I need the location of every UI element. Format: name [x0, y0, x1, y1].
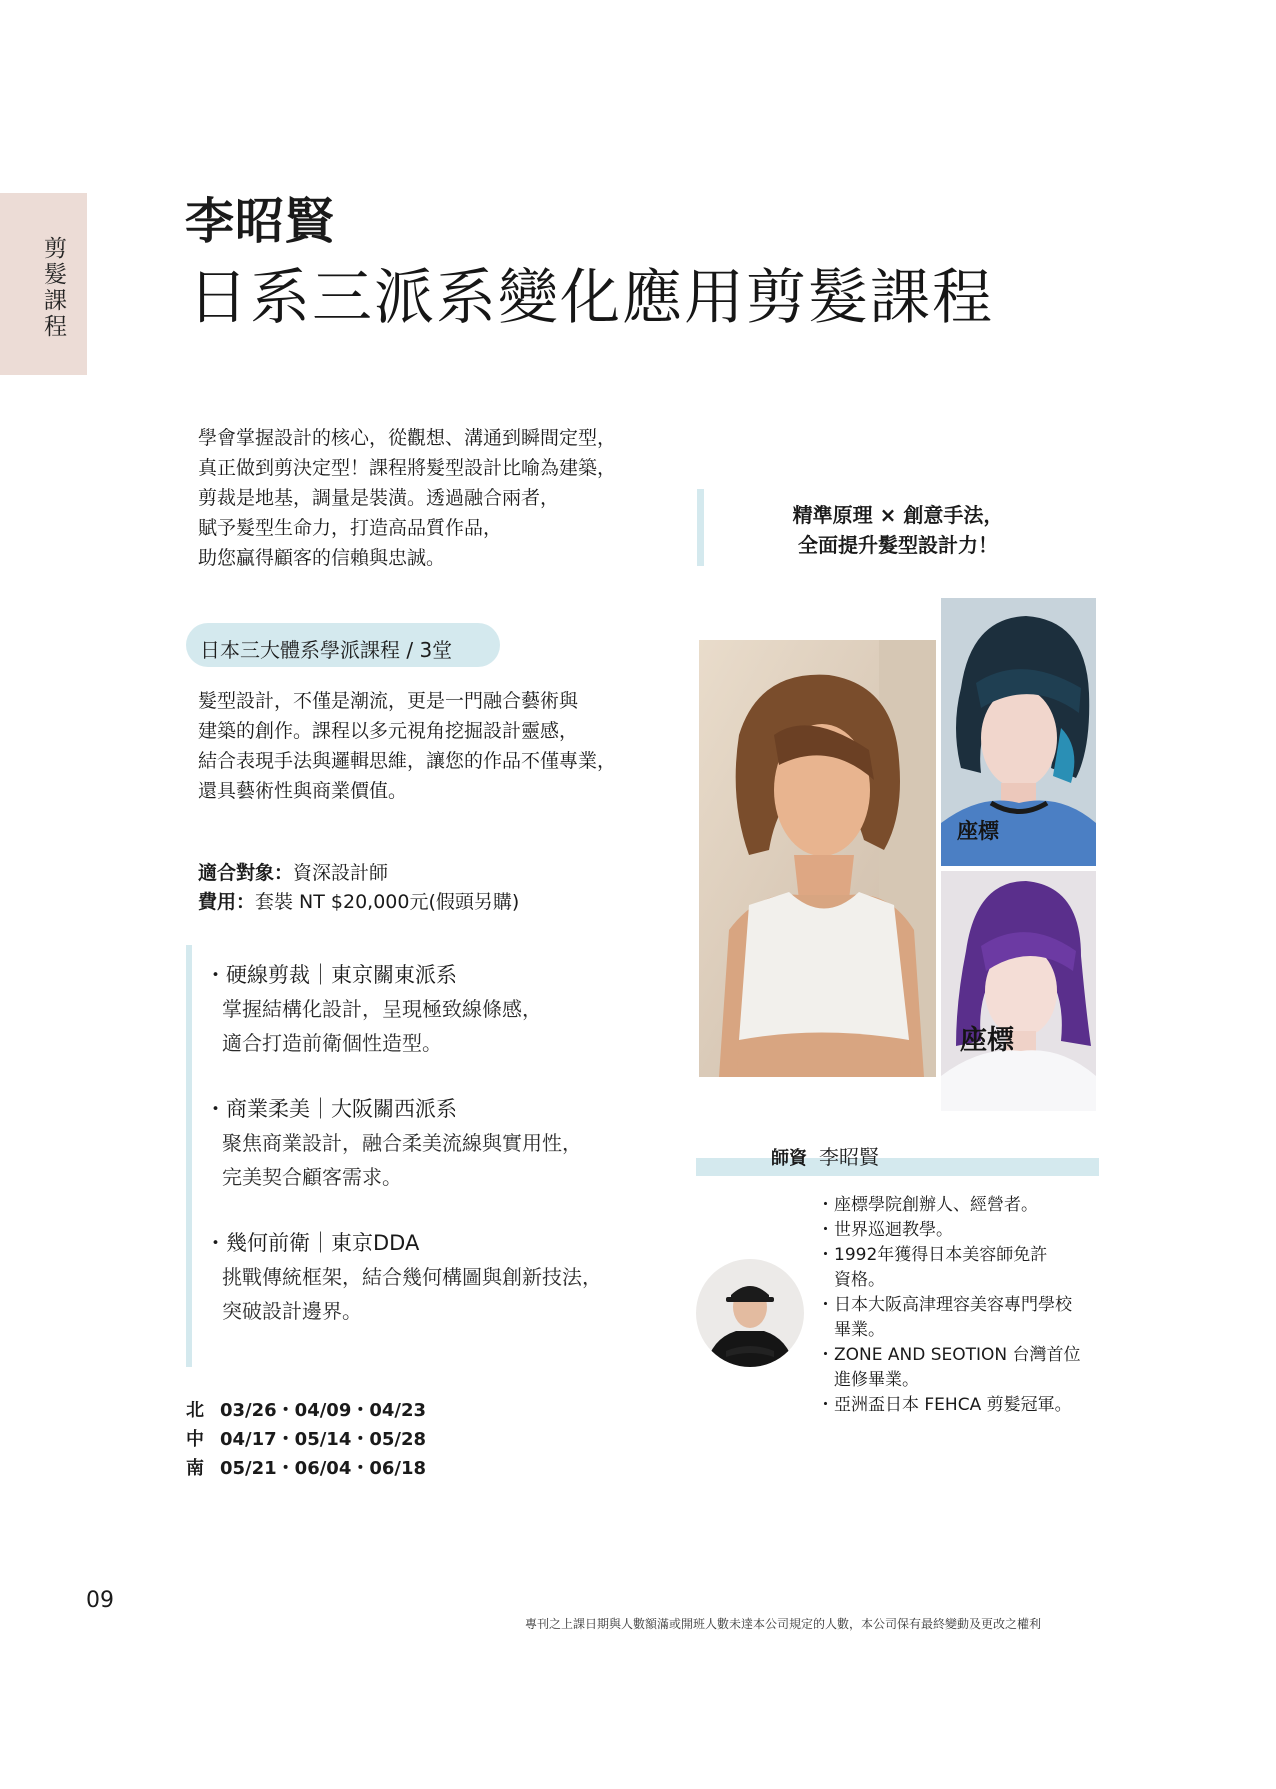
course-type-badge-label: 日本三大體系學派課程 / 3堂: [200, 638, 453, 662]
teacher-accent-bar: [696, 1158, 1099, 1176]
tagline-line: 全面提升髮型設計力！: [798, 533, 998, 557]
features-accent-bar: [186, 945, 192, 1367]
schedule-dates: 03/26・04/09・04/23: [220, 1400, 427, 1421]
intro-line: 真正做到剪決定型！課程將髮型設計比喻為建築，: [198, 457, 617, 479]
schedule-region: 中: [186, 1429, 204, 1450]
teacher-avatar: [696, 1259, 804, 1367]
schedule-row: [186, 1396, 426, 1425]
feature-line: 挑戰傳統框架，結合幾何構圖與創新技法，: [222, 1265, 602, 1289]
intro-paragraph: [198, 423, 678, 573]
schedule-row: [186, 1425, 426, 1454]
teacher-name: 李昭賢: [819, 1145, 879, 1169]
model-photo-purple-hair: [941, 871, 1096, 1111]
feature-line: 掌握結構化設計，呈現極致線條感，: [222, 997, 542, 1021]
model-photo-main: [699, 640, 936, 1077]
credential-item: ・世界巡迴教學。: [817, 1220, 953, 1240]
credential-item-continued: 資格。: [834, 1270, 885, 1290]
feature-item: [205, 1092, 685, 1194]
teacher-heading: [771, 1141, 879, 1170]
schedule-row: [186, 1454, 426, 1483]
feature-line: 突破設計邊界。: [222, 1299, 362, 1323]
schedule-dates: 04/17・05/14・05/28: [220, 1429, 427, 1450]
feature-item: [205, 1226, 685, 1328]
schedule-dates: 05/21・06/04・06/18: [220, 1458, 427, 1479]
teacher-label: 師資: [771, 1148, 807, 1169]
teacher-credentials: [817, 1193, 1107, 1418]
feature-item: [205, 958, 685, 1060]
description-line: 建築的創作。課程以多元視角挖掘設計靈感，: [198, 720, 579, 742]
intro-line: 剪裁是地基，調量是裝潢。透過融合兩者，: [198, 487, 560, 509]
description-line: 還具藝術性與商業價值。: [198, 780, 408, 802]
description-paragraph: [198, 686, 678, 806]
schedule: [186, 1396, 426, 1483]
tagline-accent-bar: [697, 489, 704, 566]
photo-label-blue: 座標: [957, 819, 999, 843]
credential-item: ・ZONE AND SEOTION 台灣首位: [817, 1345, 1081, 1365]
intro-line: 助您贏得顧客的信賴與忠誠。: [198, 547, 446, 569]
credential-item: ・1992年獲得日本美容師免許: [817, 1245, 1048, 1265]
feature-title: ・商業柔美｜大阪關西派系: [205, 1097, 457, 1121]
description-line: 結合表現手法與邏輯思維，讓您的作品不僅專業，: [198, 750, 617, 772]
credential-item: ・亞洲盃日本 FEHCA 剪髮冠軍。: [817, 1395, 1072, 1415]
page-number: 09: [86, 1588, 114, 1613]
schedule-region: 北: [186, 1400, 204, 1421]
photo-label-purple: 座標: [960, 1025, 1014, 1056]
intro-line: 賦予髮型生命力，打造高品質作品，: [198, 517, 503, 539]
schedule-region: 南: [186, 1458, 204, 1479]
target-value: 資深設計師: [293, 862, 389, 884]
fee-label: 費用：: [198, 891, 256, 913]
tagline: [718, 500, 1078, 560]
fee-value: 套裝 NT $20,000元(假頭另購): [255, 891, 520, 913]
target-label: 適合對象：: [198, 862, 294, 884]
credential-item: ・日本大阪高津理容美容專門學校: [817, 1295, 1072, 1315]
feature-line: 完美契合顧客需求。: [222, 1165, 402, 1189]
feature-title: ・幾何前衛｜東京DDA: [205, 1231, 420, 1255]
description-line: 髮型設計，不僅是潮流，更是一門融合藝術與: [198, 690, 579, 712]
tagline-line: 精準原理 × 創意手法，: [792, 503, 1004, 527]
feature-line: 聚焦商業設計，融合柔美流線與實用性，: [222, 1131, 582, 1155]
footer-disclaimer: 專刊之上課日期與人數額滿或開班人數未達本公司規定的人數，本公司保有最終變動及更改之權利: [525, 1617, 1042, 1631]
credential-item-continued: 進修畢業。: [834, 1370, 919, 1390]
instructor-name-title: 李昭賢: [185, 193, 336, 250]
target-audience: [198, 858, 388, 885]
side-tab-label: 剪髮課程: [44, 236, 67, 340]
intro-line: 學會掌握設計的核心，從觀想、溝通到瞬間定型，: [198, 427, 617, 449]
course-fee: [198, 887, 519, 914]
course-title: 日系三派系變化應用剪髮課程: [188, 263, 994, 333]
feature-line: 適合打造前衛個性造型。: [222, 1031, 442, 1055]
credential-item-continued: 畢業。: [834, 1320, 885, 1340]
credential-item: ・座標學院創辦人、經營者。: [817, 1195, 1038, 1215]
feature-title: ・硬線剪裁｜東京關東派系: [205, 963, 457, 987]
